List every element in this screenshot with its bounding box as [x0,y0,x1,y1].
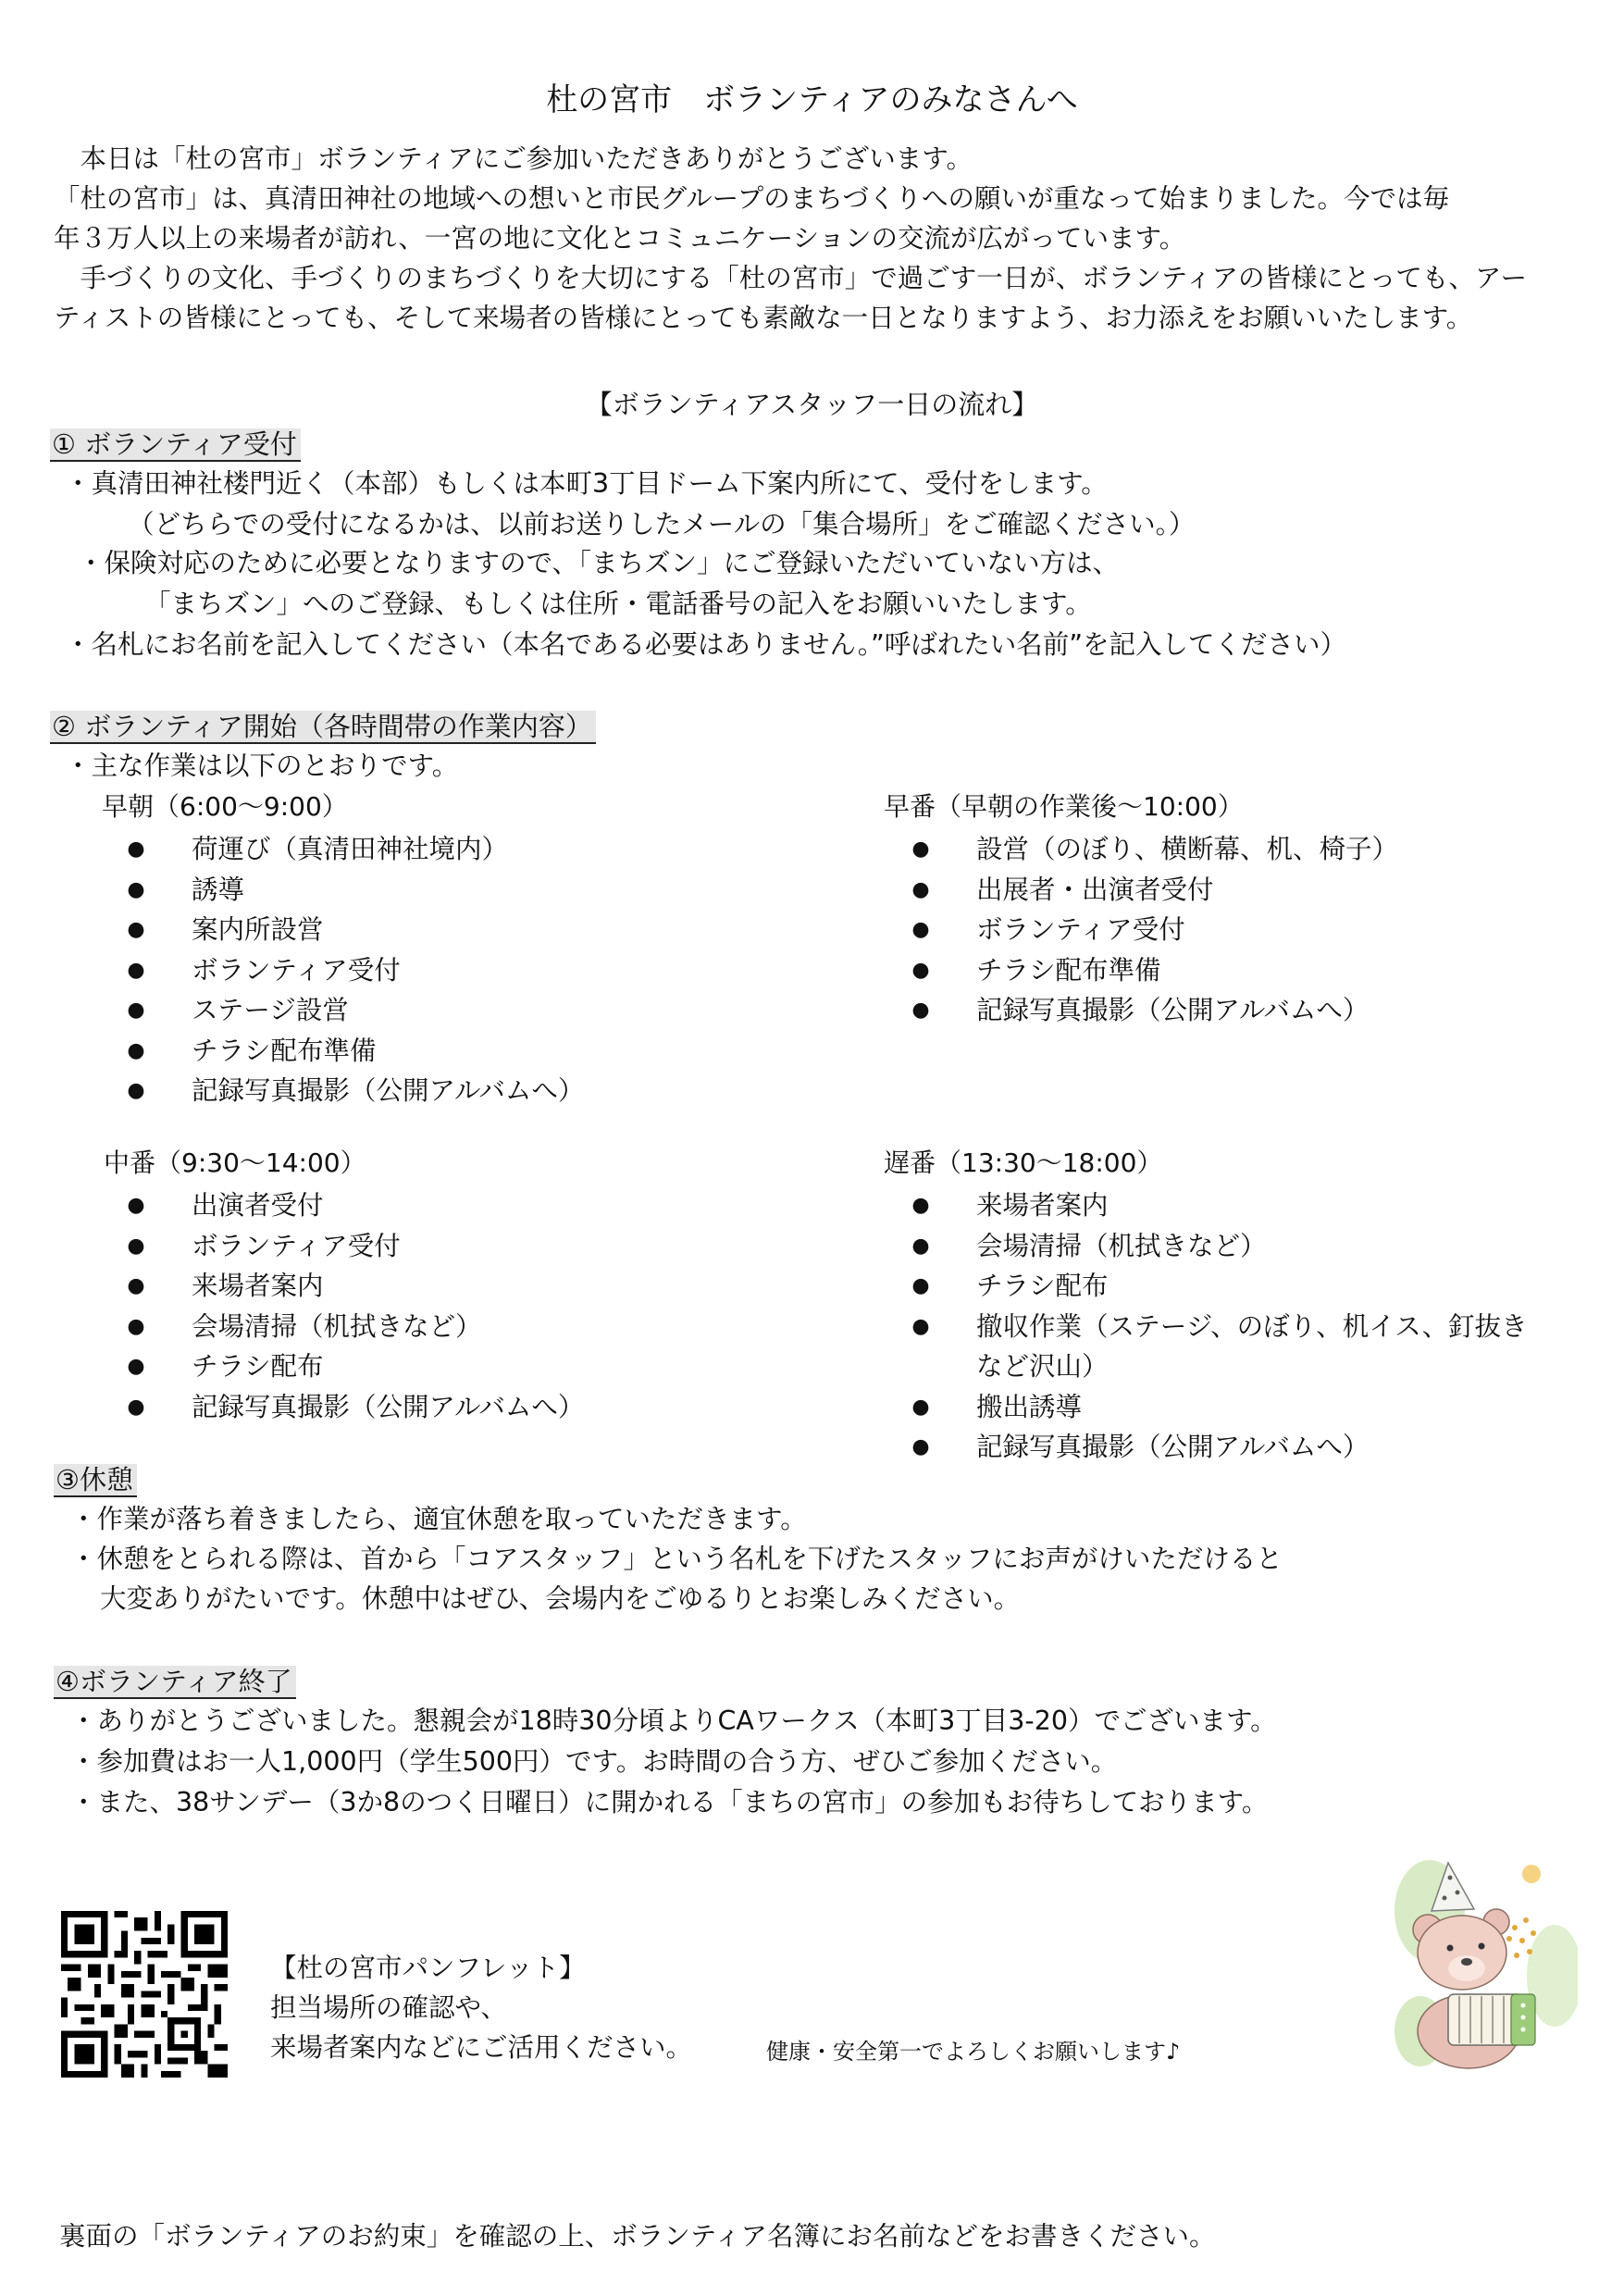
list-item [907,829,1398,870]
shift-title-late: 遅番（13:30～18:00） [884,1148,1163,1178]
section2-heading: ② ボランティア開始（各時間帯の作業内容） [50,711,596,744]
section4-line: ・ありがとうございました。懇親会が18時30分頃よりCAワークス（本町3丁目3-20）でございます。 [70,1706,1277,1736]
pamphlet-line: 来場者案内などにご活用ください。 [270,2032,693,2063]
section4-line: ・また、38サンデー（3か8のつく日曜日）に開かれる「まちの宮市」の参加もお待ちしております。 [70,1787,1269,1817]
bear-accordion-illustration [1393,1855,1578,2073]
qr-code-icon[interactable] [61,1911,228,2078]
list-item [122,1266,584,1307]
section1-line: （どちらでの受付になるかは、以前お送りしたメールの「集合場所」をご確認ください。） [128,509,1196,540]
shift-title-middle: 中番（9:30～14:00） [104,1148,366,1178]
list-item [122,1071,584,1111]
bullet-icon: ● [911,1395,930,1419]
bullet-icon: ● [127,1274,145,1297]
bullet-icon: ● [127,1234,145,1258]
section1-line: 「まちズン」へのご登録、もしくは住所・電話番号の記入をお願いいたします。 [144,589,1092,619]
list-item [122,1346,584,1387]
task-label: ボランティア受付 [192,954,401,986]
task-label: 搬出誘導 [976,1391,1083,1422]
bullet-icon: ● [127,918,145,941]
intro-line: 本日は「杜の宮市」ボランティアにご参加いただきありがとうございます。 [54,143,973,174]
task-label: チラシ配布 [192,1351,324,1382]
task-label: 記録写真撮影（公開アルバムへ） [976,1432,1370,1462]
task-label: 会場清掃（机拭きなど） [192,1310,482,1342]
page-title: 杜の宮市 ボランティアのみなさんへ [546,81,1078,118]
task-label: 会場清掃（机拭きなど） [976,1230,1267,1261]
pamphlet-title: 【杜の宮市パンフレット】 [270,1953,586,1983]
section1-heading: ① ボランティア受付 [50,428,301,462]
list-item [907,950,1398,991]
shift-title-early: 早番（早朝の作業後～10:00） [884,791,1244,822]
list-item [122,1031,584,1072]
bullet-icon: ● [127,958,145,982]
list-item [122,910,584,950]
section4-heading: ④ボランティア終了 [54,1666,296,1699]
bullet-icon: ● [127,999,145,1022]
task-label: 来場者案内 [192,1271,324,1301]
list-item [907,1387,1550,1428]
list-item [907,910,1398,950]
intro-line: 年３万人以上の来場者が訪れ、一宮の地に文化とコミュニケーションの交流が広がっています。 [54,223,1186,254]
list-item [907,870,1398,911]
list-item [122,1185,584,1226]
task-label: 記録写真撮影（公開アルバムへ） [192,1075,585,1106]
task-label: 荷運び（真清田神社境内） [192,834,509,864]
list-item [907,1266,1550,1307]
task-label: 出展者・出演者受付 [976,874,1214,905]
bullet-icon: ● [911,999,930,1022]
list-item [122,1226,584,1267]
list-item [122,1307,584,1347]
list-item [122,1387,584,1428]
task-label: 出演者受付 [192,1190,324,1221]
bullet-icon: ● [127,1194,145,1217]
bullet-icon: ● [127,1355,145,1378]
bullet-icon: ● [127,837,145,861]
task-label: 撤収作業（ステージ、のぼり、机イス、釘抜きなど沢山） [976,1310,1528,1382]
task-label: 記録写真撮影（公開アルバムへ） [976,995,1370,1025]
section2-intro: ・主な作業は以下のとおりです。 [65,751,459,781]
bullet-icon: ● [911,1314,930,1338]
bullet-icon: ● [911,1194,930,1217]
list-item [907,1185,1550,1226]
task-label: 誘導 [192,874,245,905]
task-label: ステージ設営 [192,995,349,1025]
task-label: 記録写真撮影（公開アルバムへ） [192,1391,585,1422]
task-label: チラシ配布準備 [976,954,1161,986]
pamphlet-line: 担当場所の確認や、 [270,1992,507,2023]
shift-list-late [907,1185,1550,1468]
shift-title-early-morning: 早朝（6:00～9:00） [102,791,348,822]
bullet-icon: ● [127,1314,145,1338]
task-label: ボランティア受付 [976,914,1185,945]
bullet-icon: ● [911,1234,930,1258]
bullet-icon: ● [911,1274,930,1297]
section1-line: ・真清田神社楼門近く（本部）もしくは本町3丁目ドーム下案内所にて、受付をします。 [65,468,1108,499]
bullet-icon: ● [127,1079,145,1102]
task-label: チラシ配布準備 [192,1035,377,1066]
bullet-icon: ● [911,918,930,941]
bullet-icon: ● [127,1038,145,1062]
section1-line: ・保険対応のために必要となりますので、「まちズン」にご登録いただいていない方は、 [78,548,1120,578]
section4-line: ・参加費はお一人1,000円（学生500円）です。お時間の合う方、ぜひご参加ください。 [70,1746,1118,1777]
list-item [122,870,584,911]
list-item [907,1307,1550,1387]
task-label: ボランティア受付 [192,1230,401,1261]
task-label: 案内所設営 [192,914,324,945]
shift-list-early-morning [122,829,584,1111]
shift-list-middle [122,1185,584,1427]
intro-paragraph [54,139,1581,338]
task-label: 設営（のぼり、横断幕、机、椅子） [976,834,1399,864]
bullet-icon: ● [911,877,930,901]
section3-line: ・休憩をとられる際は、首から「コアスタッフ」という名札を下げたスタッフにお声がけいただけると [70,1544,1283,1574]
intro-line: 手づくりの文化、手づくりのまちづくりを大切にする「杜の宮市」で過ごす一日が、ボランティアの皆様にとっても、アー [54,263,1528,293]
bullet-icon: ● [127,1395,145,1419]
bullet-icon: ● [127,877,145,901]
list-item [907,1427,1550,1468]
footer-note: 裏面の「ボランティアのお約束」を確認の上、ボランティア名簿にお名前などをお書きください。 [59,2221,1216,2252]
intro-line: 「杜の宮市」は、真清田神社の地域への想いと市民グループのまちづくりへの願いが重なって始まりました。今では毎 [54,183,1449,214]
list-item [122,950,584,991]
bullet-icon: ● [911,837,930,861]
list-item [907,990,1398,1031]
flow-title: 【ボランティアスタッフ一日の流れ】 [585,389,1039,420]
section3-line: 大変ありがたいです。休憩中はぜひ、会場内をごゆるりとお楽しみください。 [100,1583,1021,1614]
list-item [122,829,584,870]
section3-line: ・作業が落ち着きましたら、適宜休憩を取っていただきます。 [70,1504,807,1534]
list-item [122,990,584,1031]
section1-line: ・名札にお名前を記入してください（本名である必要はありません。”呼ばれたい名前”を記入してください） [65,629,1346,660]
bullet-icon: ● [911,958,930,982]
list-item [907,1226,1550,1267]
intro-line: ティストの皆様にとっても、そして来場者の皆様にとっても素敵な一日となりますよう、お力添えをお願いいたします。 [54,303,1473,333]
task-label: 来場者案内 [976,1190,1109,1221]
task-label: チラシ配布 [976,1271,1109,1301]
shift-list-early [907,829,1398,1031]
safety-note: 健康・安全第一でよろしくお願いします♪ [766,2039,1181,2065]
section3-heading: ③休憩 [54,1464,137,1497]
bullet-icon: ● [911,1435,930,1458]
